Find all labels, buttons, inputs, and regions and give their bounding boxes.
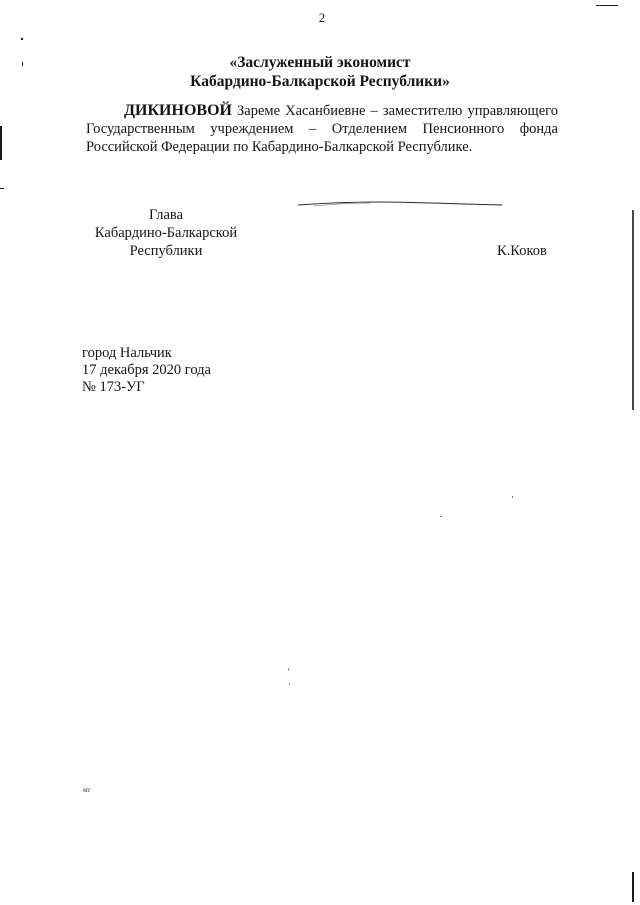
recipient-surname: ДИКИНОВОЙ <box>124 102 232 119</box>
scan-mark-left-dot <box>21 38 23 40</box>
scan-mark-left-dash <box>0 188 4 189</box>
signatory-position-line-2: Кабардино-Балкарской <box>94 225 238 241</box>
signatory-name: К.Коков <box>497 243 547 259</box>
recipient-line-3: Российской Федерации по Кабардино-Балкарской Республике. <box>86 139 473 155</box>
signatory-position-line-1: Глава <box>148 207 184 223</box>
recipient-line-1-text: Зареме Хасанбиевне – заместителю управляющего <box>231 103 558 119</box>
scan-mark-left-tick <box>22 62 23 66</box>
scan-mark-bottom-right <box>632 872 634 902</box>
scan-mark-speck-2 <box>512 496 513 498</box>
issue-place: город Нальчик <box>82 345 172 361</box>
scan-mark-left-bar <box>0 126 2 160</box>
signatory-position-line-3: Республики <box>129 243 203 259</box>
issue-details <box>82 345 211 396</box>
scan-mark-right-strip <box>632 210 634 410</box>
issue-date: 17 декабря 2020 года <box>82 362 211 378</box>
signature-stroke <box>296 197 504 211</box>
award-title <box>120 53 520 91</box>
award-title-line-1: «Заслуженный экономист <box>229 54 411 71</box>
footer-mark: мт <box>83 786 91 794</box>
issue-number: № 173-УГ <box>82 379 145 395</box>
scan-mark-speck-4 <box>289 683 290 685</box>
award-recipient-paragraph <box>86 102 558 156</box>
scan-mark-speck-1 <box>440 516 442 517</box>
recipient-line-2: Государственным учреждением – Отделением Пенсионного фонда <box>86 121 558 137</box>
scan-mark-top-right <box>596 5 618 6</box>
page-number: 2 <box>318 10 326 25</box>
signatory-position <box>86 206 246 260</box>
award-title-line-2: Кабардино-Балкарской Республики» <box>190 73 450 90</box>
scan-mark-speck-3 <box>288 668 289 671</box>
recipient-line-1 <box>86 102 558 120</box>
